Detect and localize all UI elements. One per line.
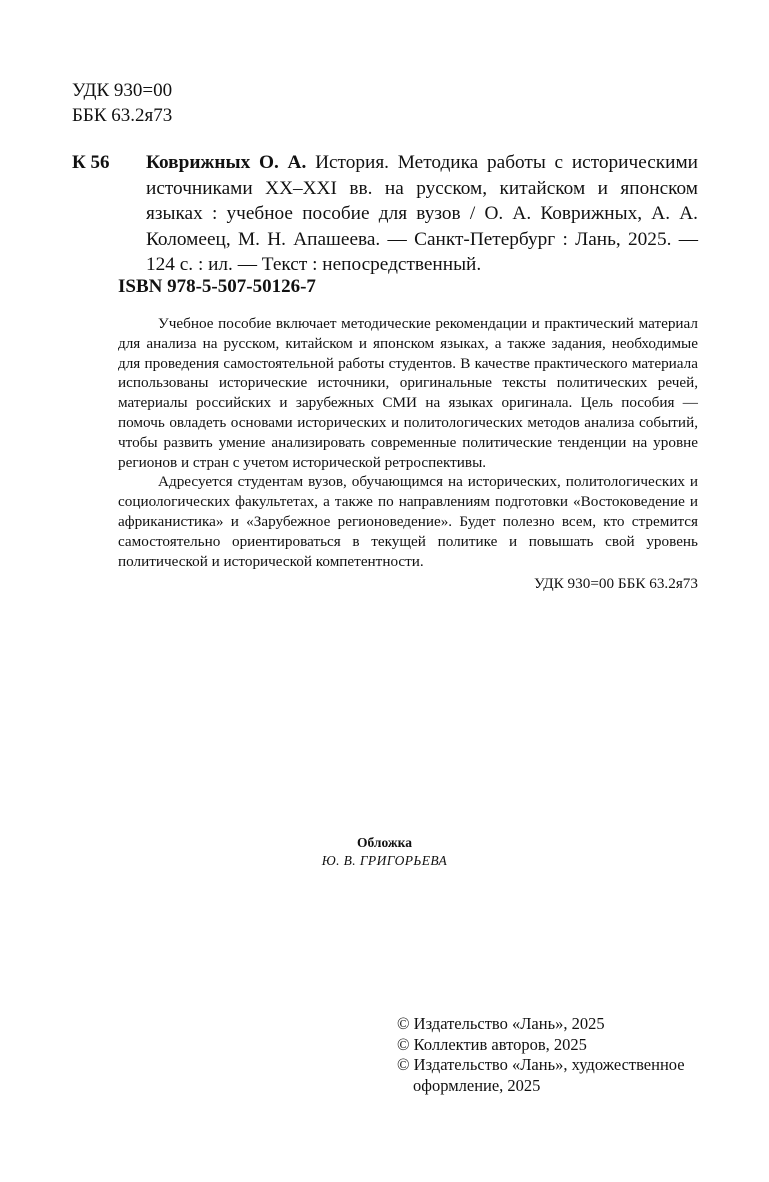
annotation — [118, 314, 698, 594]
bibliographic-description — [146, 150, 698, 278]
cover-label: Обложка — [356, 835, 412, 850]
top-udk: УДК 930=00 — [72, 80, 173, 101]
annotation-classification — [118, 574, 698, 594]
description-text: История. Методика работы с историческими источниками XX–XXI вв. на русском, китайском и японском языках : учебное пособие для вузов / О. А. Коврижных, А. А. Коломеец, М. Н. Апашеева. — Санкт-Петербург : Лань, 2025. — 124 с. : ил. — Текст : непосредственный. — [146, 152, 698, 276]
cover-credit — [0, 834, 769, 870]
copyright-line: © Издательство «Лань», 2025 — [397, 1014, 605, 1033]
annotation-paragraph-1: Учебное пособие включает методические рекомендации и практический материал для анализа на русском, китайском и японском языках, а также задания, необходимые для проведения самостоятельной работы студентов. В качестве практического материала использованы исторические источники, оригинальные тексты политических речей, материалы российских и зарубежных СМИ на языках оригинала. Цель пособия — помочь овладеть основами исторических и политологических методов анализа событий, чтобы развить умение анализировать современные политические тенденции на уровне регионов и стран с учетом исторической ретроспективы. — [118, 315, 698, 471]
author-heading: Коврижных О. А. — [146, 152, 307, 173]
copyright-line: © Коллектив авторов, 2025 — [397, 1034, 587, 1054]
copyright-block — [397, 1014, 685, 1096]
top-bbk: ББК 63.2я73 — [72, 105, 173, 126]
isbn: ISBN 978-5-507-50126-7 — [118, 276, 316, 297]
annotation-udk: УДК 930=00 — [534, 575, 615, 593]
copyright-line-continuation: оформление, 2025 — [413, 1075, 541, 1095]
annotation-paragraph-2: Адресуется студентам вузов, обучающимся на исторических, политологических и социологических факультетах, а также по направлениям подготовки «Востоковедение и африканистика» и «Зарубежное регионоведение». Будет полезно всем, кто стремится самостоятельно ориентироваться в текущей политике и повышать свой уровень политической и исторической компетентности. — [118, 473, 698, 570]
top-classification — [72, 78, 172, 128]
annotation-bbk: ББК 63.2я73 — [617, 575, 698, 593]
cover-designer: Ю. В. ГРИГОРЬЕВА — [321, 853, 448, 868]
copyright-line: © Издательство «Лань», художественное — [397, 1055, 685, 1074]
author-sign-code: К 56 — [72, 152, 110, 173]
